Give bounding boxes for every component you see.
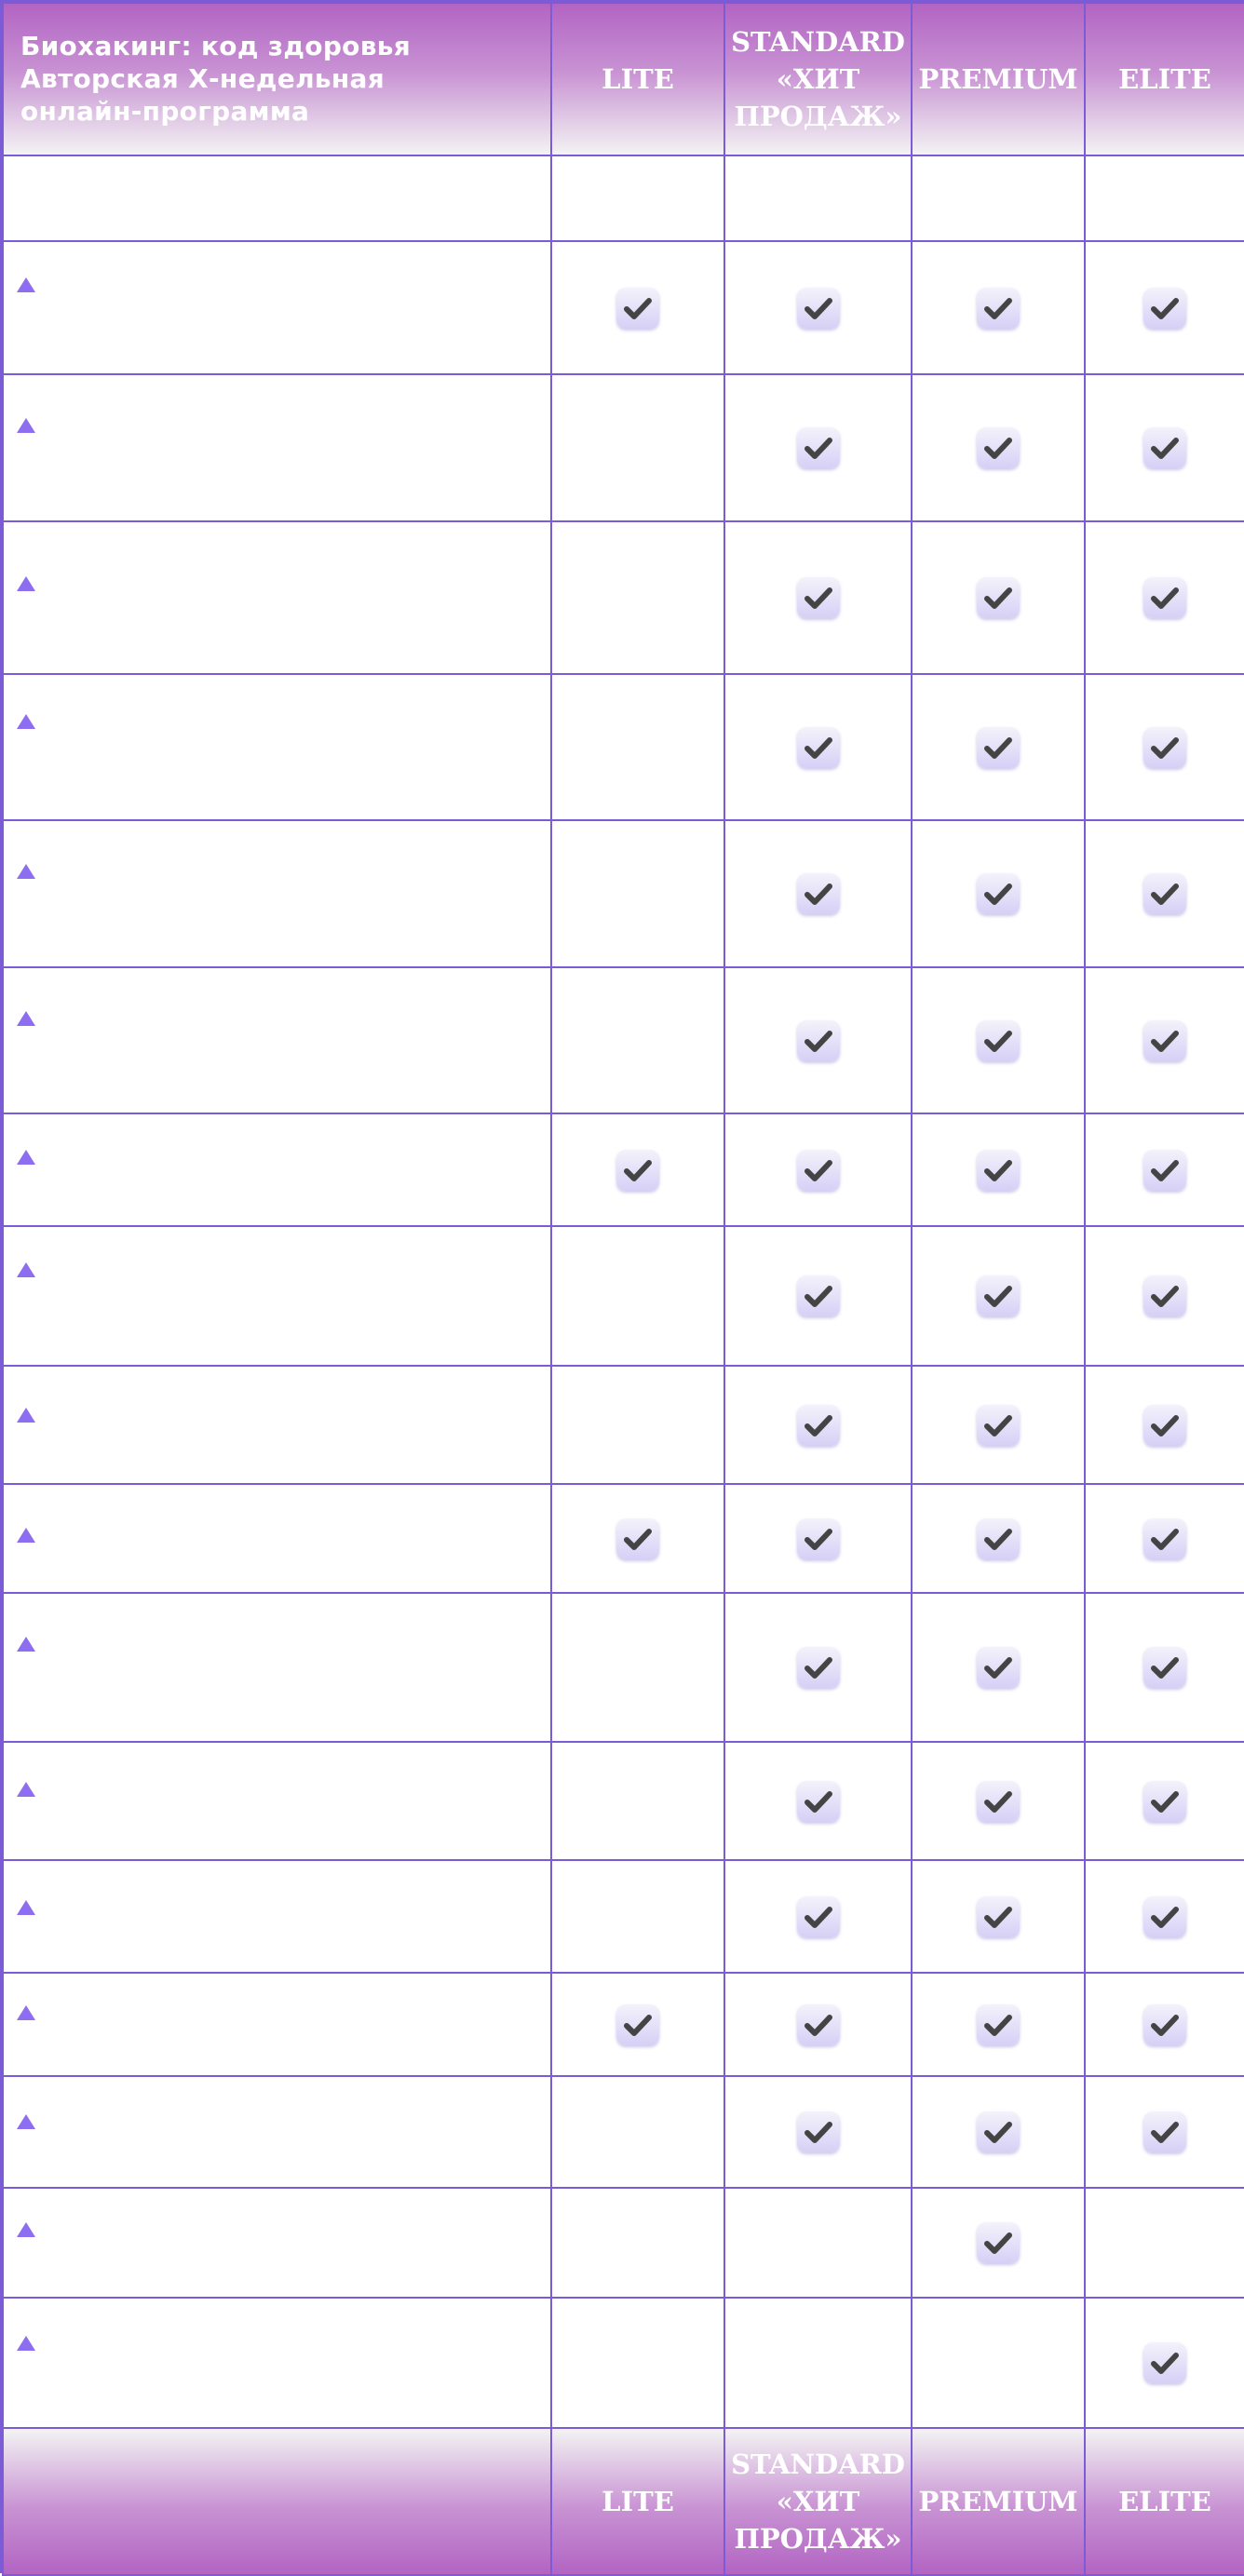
plan-name: PREMIUM	[918, 63, 1078, 95]
feature-cell-premium	[912, 820, 1085, 967]
checkmark-icon	[797, 1020, 840, 1061]
checkmark-icon	[977, 873, 1020, 914]
plan-name: LITE	[602, 63, 674, 95]
feature-cell-lite	[551, 820, 724, 967]
feature-cell-premium	[912, 1484, 1085, 1593]
feature-cell-elite	[1085, 1226, 1244, 1366]
feature-row	[3, 1113, 1244, 1226]
feature-cell-premium	[912, 1113, 1085, 1226]
feature-label-cell	[3, 1593, 551, 1742]
feature-cell-elite	[1085, 674, 1244, 820]
checkmark-icon	[797, 873, 840, 914]
empty-spacer-row	[3, 155, 1244, 241]
feature-cell-standard	[724, 241, 912, 374]
feature-row	[3, 1366, 1244, 1484]
feature-cell-lite	[551, 1742, 724, 1860]
checkmark-icon	[1143, 1647, 1186, 1688]
feature-cell-elite	[1085, 1742, 1244, 1860]
plan-name-line-2: «ХИТ	[776, 63, 860, 95]
triangle-up-icon	[17, 1900, 35, 1915]
checkmark-icon	[977, 577, 1020, 618]
triangle-up-icon	[17, 714, 35, 729]
comparison-grid	[2, 2, 1244, 2576]
feature-cell-lite	[551, 1484, 724, 1593]
checkmark-icon	[1143, 1518, 1186, 1559]
triangle-up-icon	[17, 1528, 35, 1543]
plan-footer-standard	[724, 2428, 912, 2575]
checkmark-icon	[616, 1150, 659, 1191]
feature-cell-elite	[1085, 2298, 1244, 2428]
feature-row	[3, 374, 1244, 521]
checkmark-icon	[977, 2004, 1020, 2045]
checkmark-icon	[797, 577, 840, 618]
checkmark-icon	[1143, 2111, 1186, 2152]
checkmark-icon	[1143, 1275, 1186, 1316]
checkmark-icon	[797, 2111, 840, 2152]
feature-row	[3, 1593, 1244, 1742]
feature-cell-standard	[724, 820, 912, 967]
checkmark-icon	[797, 1781, 840, 1822]
feature-cell-lite	[551, 374, 724, 521]
plan-header-standard	[724, 3, 912, 155]
feature-cell-premium	[912, 1593, 1085, 1742]
checkmark-icon	[977, 2111, 1020, 2152]
triangle-up-icon	[17, 1408, 35, 1423]
feature-label-cell	[3, 1973, 551, 2076]
checkmark-icon	[1143, 1020, 1186, 1061]
program-title-line-3: онлайн-программа	[20, 96, 310, 127]
feature-cell-lite	[551, 674, 724, 820]
feature-cell-standard	[724, 1113, 912, 1226]
plan-name-line-1: STANDARD	[731, 2448, 905, 2480]
feature-label-cell	[3, 241, 551, 374]
checkmark-icon	[977, 427, 1020, 468]
feature-row	[3, 241, 1244, 374]
empty-cell	[1085, 155, 1244, 241]
feature-cell-premium	[912, 1742, 1085, 1860]
feature-cell-premium	[912, 1973, 1085, 2076]
checkmark-icon	[797, 2004, 840, 2045]
checkmark-icon	[1143, 288, 1186, 329]
triangle-up-icon	[17, 2005, 35, 2020]
checkmark-icon	[977, 1647, 1020, 1688]
checkmark-icon	[977, 727, 1020, 768]
checkmark-icon	[1143, 2342, 1186, 2383]
feature-cell-lite	[551, 1973, 724, 2076]
feature-cell-standard	[724, 2298, 912, 2428]
checkmark-icon	[1143, 1896, 1186, 1937]
feature-cell-elite	[1085, 967, 1244, 1113]
checkmark-icon	[977, 1781, 1020, 1822]
checkmark-icon	[616, 2004, 659, 2045]
feature-label-cell	[3, 1366, 551, 1484]
triangle-up-icon	[17, 864, 35, 879]
checkmark-icon	[1143, 727, 1186, 768]
empty-cell	[551, 155, 724, 241]
feature-cell-lite	[551, 2188, 724, 2298]
feature-label-cell	[3, 2188, 551, 2298]
feature-cell-premium	[912, 967, 1085, 1113]
feature-cell-standard	[724, 674, 912, 820]
triangle-up-icon	[17, 1262, 35, 1277]
feature-cell-premium	[912, 2188, 1085, 2298]
feature-label-cell	[3, 1484, 551, 1593]
plan-name: ELITE	[1118, 63, 1211, 95]
feature-row	[3, 521, 1244, 674]
program-title	[3, 3, 551, 155]
checkmark-icon	[977, 288, 1020, 329]
plan-name-line-1: STANDARD	[731, 26, 905, 58]
checkmark-icon	[977, 1150, 1020, 1191]
feature-label-cell	[3, 674, 551, 820]
checkmark-icon	[797, 427, 840, 468]
feature-cell-lite	[551, 1113, 724, 1226]
plan-name: PREMIUM	[918, 2486, 1078, 2517]
feature-label-cell	[3, 1742, 551, 1860]
feature-cell-standard	[724, 1593, 912, 1742]
feature-cell-elite	[1085, 521, 1244, 674]
plan-footer-elite	[1085, 2428, 1244, 2575]
feature-cell-lite	[551, 521, 724, 674]
triangle-up-icon	[17, 277, 35, 292]
checkmark-icon	[1143, 1405, 1186, 1446]
checkmark-icon	[797, 1405, 840, 1446]
feature-cell-standard	[724, 1742, 912, 1860]
checkmark-icon	[1143, 1781, 1186, 1822]
feature-cell-lite	[551, 1860, 724, 1973]
feature-label-cell	[3, 967, 551, 1113]
checkmark-icon	[616, 288, 659, 329]
feature-label-cell	[3, 2076, 551, 2188]
feature-cell-premium	[912, 1226, 1085, 1366]
feature-label-cell	[3, 1113, 551, 1226]
feature-cell-elite	[1085, 1973, 1244, 2076]
feature-row	[3, 2076, 1244, 2188]
feature-cell-standard	[724, 2076, 912, 2188]
feature-cell-premium	[912, 1366, 1085, 1484]
feature-cell-lite	[551, 241, 724, 374]
triangle-up-icon	[17, 2222, 35, 2237]
checkmark-icon	[977, 1896, 1020, 1937]
feature-row	[3, 674, 1244, 820]
plan-footer-lite	[551, 2428, 724, 2575]
checkmark-icon	[977, 1020, 1020, 1061]
feature-row	[3, 1484, 1244, 1593]
footer-empty-cell	[3, 2428, 551, 2575]
feature-row	[3, 1860, 1244, 1973]
checkmark-icon	[797, 1518, 840, 1559]
feature-cell-standard	[724, 1366, 912, 1484]
checkmark-icon	[797, 1275, 840, 1316]
plan-name-line-3: ПРОДАЖ»	[734, 2523, 902, 2555]
feature-cell-elite	[1085, 2076, 1244, 2188]
checkmark-icon	[1143, 577, 1186, 618]
checkmark-icon	[797, 1647, 840, 1688]
triangle-up-icon	[17, 576, 35, 591]
feature-row	[3, 1973, 1244, 2076]
triangle-up-icon	[17, 418, 35, 433]
checkmark-icon	[797, 727, 840, 768]
checkmark-icon	[1143, 873, 1186, 914]
feature-row	[3, 967, 1244, 1113]
feature-cell-standard	[724, 1484, 912, 1593]
plan-header-lite	[551, 3, 724, 155]
plan-name-line-3: ПРОДАЖ»	[734, 101, 902, 132]
empty-cell	[724, 155, 912, 241]
feature-cell-standard	[724, 1226, 912, 1366]
feature-cell-premium	[912, 674, 1085, 820]
feature-cell-lite	[551, 2298, 724, 2428]
feature-rows	[3, 241, 1244, 2428]
triangle-up-icon	[17, 1782, 35, 1797]
program-title-line-1: Биохакинг: код здоровья	[20, 31, 411, 61]
feature-cell-elite	[1085, 2188, 1244, 2298]
checkmark-icon	[1143, 1150, 1186, 1191]
program-title-line-2: Авторская Х-недельная	[20, 63, 385, 94]
triangle-up-icon	[17, 1150, 35, 1165]
feature-cell-standard	[724, 1973, 912, 2076]
empty-cell	[3, 155, 551, 241]
feature-cell-elite	[1085, 1860, 1244, 1973]
feature-row	[3, 1226, 1244, 1366]
feature-cell-lite	[551, 1226, 724, 1366]
feature-cell-standard	[724, 1860, 912, 1973]
feature-cell-standard	[724, 521, 912, 674]
triangle-up-icon	[17, 2114, 35, 2129]
checkmark-icon	[977, 2222, 1020, 2263]
plan-footer-premium	[912, 2428, 1085, 2575]
feature-cell-standard	[724, 374, 912, 521]
feature-row	[3, 2188, 1244, 2298]
feature-label-cell	[3, 521, 551, 674]
feature-cell-elite	[1085, 1593, 1244, 1742]
feature-cell-lite	[551, 967, 724, 1113]
feature-cell-standard	[724, 2188, 912, 2298]
feature-cell-elite	[1085, 1366, 1244, 1484]
feature-cell-elite	[1085, 1484, 1244, 1593]
feature-cell-elite	[1085, 820, 1244, 967]
feature-cell-premium	[912, 241, 1085, 374]
empty-cell	[912, 155, 1085, 241]
feature-cell-elite	[1085, 241, 1244, 374]
feature-row	[3, 2298, 1244, 2428]
header-row	[3, 3, 1244, 155]
footer-row	[3, 2428, 1244, 2575]
plan-header-elite	[1085, 3, 1244, 155]
feature-cell-elite	[1085, 1113, 1244, 1226]
feature-label-cell	[3, 374, 551, 521]
checkmark-icon	[797, 1150, 840, 1191]
plan-name: LITE	[602, 2486, 674, 2517]
feature-label-cell	[3, 1860, 551, 1973]
checkmark-icon	[1143, 2004, 1186, 2045]
plan-name: ELITE	[1118, 2486, 1211, 2517]
feature-label-cell	[3, 2298, 551, 2428]
triangle-up-icon	[17, 1011, 35, 1026]
feature-cell-lite	[551, 1366, 724, 1484]
plan-header-premium	[912, 3, 1085, 155]
checkmark-icon	[797, 1896, 840, 1937]
feature-label-cell	[3, 820, 551, 967]
feature-cell-premium	[912, 1860, 1085, 1973]
checkmark-icon	[977, 1405, 1020, 1446]
checkmark-icon	[1143, 427, 1186, 468]
feature-row	[3, 1742, 1244, 1860]
feature-cell-premium	[912, 2076, 1085, 2188]
feature-cell-premium	[912, 2298, 1085, 2428]
feature-cell-lite	[551, 1593, 724, 1742]
feature-row	[3, 820, 1244, 967]
plan-name-line-2: «ХИТ	[776, 2486, 860, 2517]
checkmark-icon	[797, 288, 840, 329]
feature-cell-standard	[724, 967, 912, 1113]
triangle-up-icon	[17, 1637, 35, 1652]
feature-cell-lite	[551, 2076, 724, 2188]
feature-cell-premium	[912, 521, 1085, 674]
feature-label-cell	[3, 1226, 551, 1366]
checkmark-icon	[616, 1518, 659, 1559]
triangle-up-icon	[17, 2336, 35, 2351]
checkmark-icon	[977, 1275, 1020, 1316]
checkmark-icon	[977, 1518, 1020, 1559]
feature-cell-elite	[1085, 374, 1244, 521]
feature-cell-premium	[912, 374, 1085, 521]
